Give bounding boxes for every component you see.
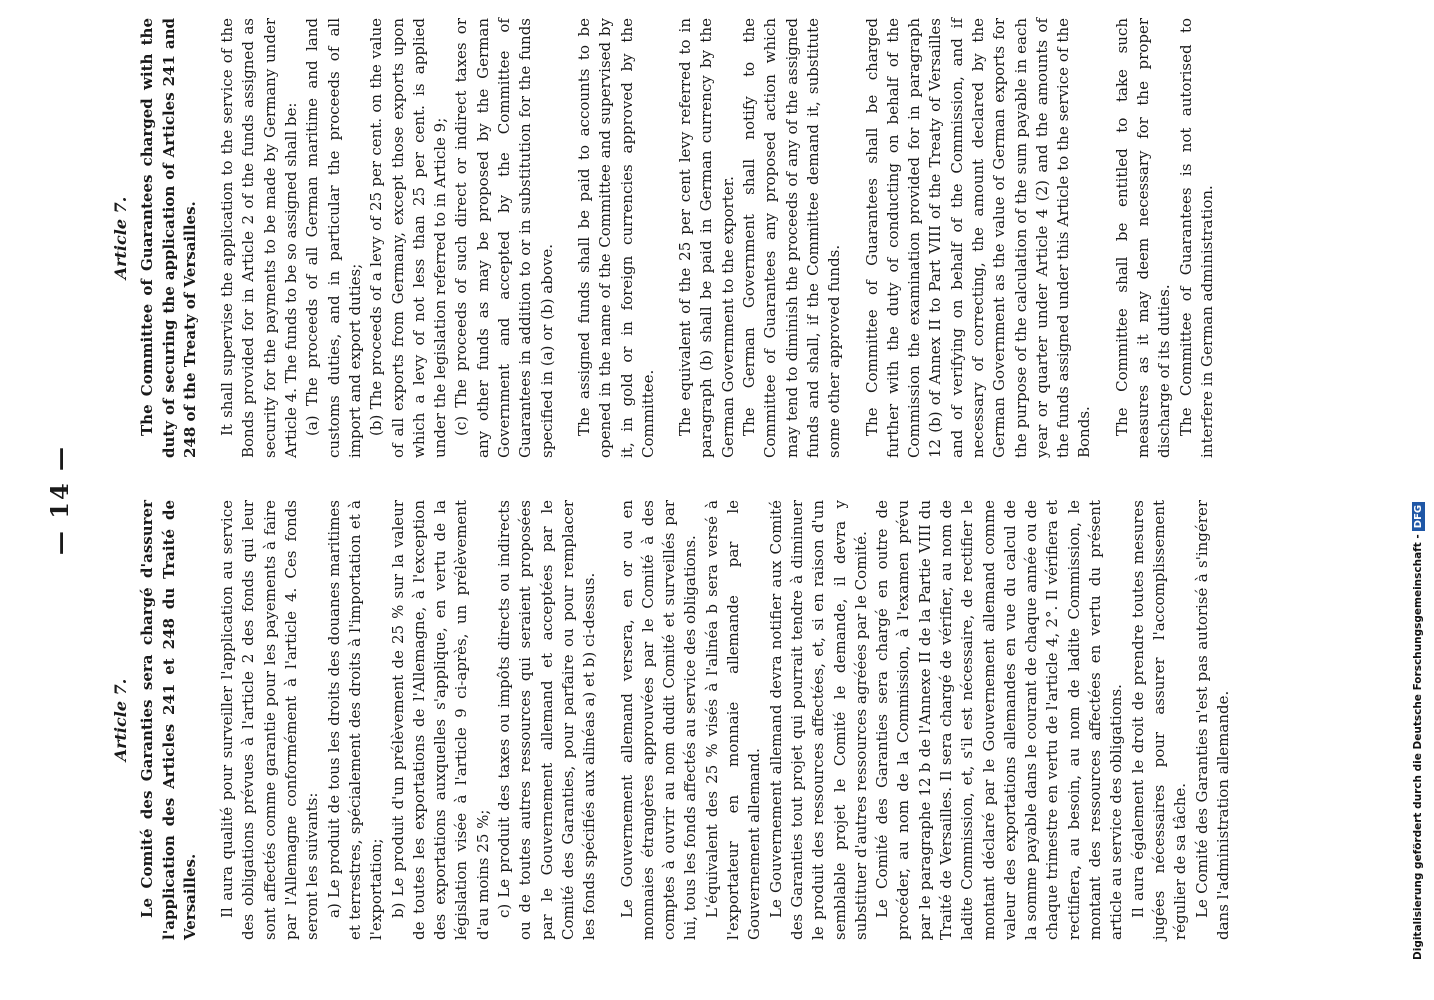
- english-paragraph: The German Government shall notify to the Committee of Guarantees any proposed action which may tend to diminish the proceeds of any of the assigned funds and shall, if the Committee demand it, substitute some other approved funds.: [740, 18, 844, 458]
- english-paragraph: The Committee of Guarantees is not autorised to interfere in German administration.: [1176, 18, 1216, 458]
- page-number: — 14 —: [45, 444, 74, 556]
- french-paragraph: a) Le produit de tous les droits des douanes maritimes et terrestres, spécialement des droits à l'importation et à l'exportation;: [324, 500, 386, 940]
- french-paragraph: b) Le produit d'un prélèvement de 25 % sur la valeur de toutes les exportations de l'Allemagne, à l'exception des exportations auxquelles s'applique, en vertu de la législation visée à l'article 9 ci-après, un prélèvement d'au moins 25 %;: [388, 500, 492, 940]
- english-paragraph: (c) The proceeds of such direct or indirect taxes or any other funds as may be proposed by the German Government and accepted by the Committee of Guarantees in addition to or in substitution for the funds specified in (a) or (b) above.: [452, 18, 556, 458]
- french-paragraph: Le Comité des Garanties sera chargé en outre de procéder, au nom de la Commission, à l'examen prévu par le paragraphe 12 b de l'Annexe II de la Partie VIII du Traité de Versailles. Il sera chargé de vérifier, au nom de ladite Commission, et, s'il est nécessaire, de rectifier le montant déclaré par le Gouvernement allemand comme valeur des exportations allemandes en vue du calcul de la somme payable dans le courant de chaque année ou de chaque trimestre en vertu de l'article 4, 2°. Il vérifiera et rectifiera, au besoin, au nom de ladite Commission, le montant des ressources affectées en vertu du présent article au service des obligations.: [873, 500, 1126, 940]
- english-column: [110, 18, 1218, 458]
- english-paragraph: The Committee of Guarantees shall be charged further with the duty of conducting on behalf of the Commission the examination provided for in paragraph 12 (b) of Annex II to Part VIII of the Treaty of Versailles and of verifying on behalf of the Commission, and if necessary of correcting, the amount declared by the German Government as the value of German exports for the purpose of the calculation of the sum payable in each year or quarter under Article 4 (2) and the amounts of the funds assigned under this Article to the service of the Bonds.: [862, 18, 1094, 458]
- english-paragraph: The equivalent of the 25 per cent levy referred to in paragraph (b) shall be paid in German currency by the German Government to the exporter.: [676, 18, 737, 458]
- digitization-credit: [1412, 502, 1425, 960]
- french-article-title: Article 7.: [111, 678, 130, 762]
- french-paragraph: Le Gouvernement allemand devra notifier aux Comité des Garanties tout projet qui pourrait tendre à diminuer le produit des ressources affectées, et, si en raison d'un semblable projet le Comité le demande, il devra y substituer d'autres ressources agréées par le Comité.: [766, 500, 870, 940]
- french-paragraph: Le Comité des Garanties n'est pas autorisé à s'ingérer dans l'administration allemande.: [1192, 500, 1232, 940]
- english-article-title: Article 7.: [111, 196, 130, 280]
- french-paragraph: Il aura également le droit de prendre toutes mesures jugées nécessaires pour assurer l'accomplissement régulier de sa tâche.: [1128, 500, 1190, 940]
- french-paragraph: Il aura qualité pour surveiller l'application au service des obligations prévues à l'article 2 des fonds qui leur sont affectés comme garantie pour les payements à faire par l'Allemagne conformément à l'article 4. Ces fonds seront les suivants:: [218, 500, 322, 940]
- credit-text: Digitalisierung gefördert durch die Deutsche Forschungsgemeinschaft -: [1412, 534, 1424, 960]
- french-paragraph: Le Comité des Garanties sera chargé d'assurer l'application des Articles 241 et 248 du Traité de Versailles.: [138, 500, 199, 940]
- french-paragraph: c) Le produit des taxes ou impôts directs ou indirects ou de toutes autres ressources qui seraient proposées par le Gouvernement allemand et acceptées par le Comité des Garanties, pour parfaire ou pour remplacer les fonds spécifiés aux alinéas a) et b) ci-dessus.: [495, 500, 599, 940]
- english-paragraph: (a) The proceeds of all German maritime and land customs duties, and in particular the proceeds of all import and export duties;: [303, 18, 364, 458]
- dfg-logo-badge: DFG: [1412, 502, 1425, 531]
- english-paragraph: The Committee of Guarantees charged with the duty of securing the application of Articles 241 and 248 of the Treaty of Versailles.: [138, 18, 199, 458]
- french-paragraph: L'équivalent des 25 % visés à l'alinéa b sera versé à l'exportateur en monnaie allemande par le Gouvernement allemand.: [702, 500, 764, 940]
- english-paragraph: It shall supervise the application to the service of the Bonds provided for in Article 2 of the funds assigned as security for the payments to be made by Germany under Article 4. The funds to be so assigned shall be:: [218, 18, 301, 458]
- english-paragraph: (b) The proceeds of a levy of 25 per cent. on the value of all exports from Germany, except those exports upon which a levy of not less than 25 per cent. is applied under the legislation referred to in Article 9;: [367, 18, 450, 458]
- french-column: [110, 500, 1234, 940]
- french-paragraph: Le Gouvernement allemand versera, en or ou en monnaies étrangères approuvées par le Comité à des comptes à ouvrir au nom dudit Comité et surveillés par lui, tous les fonds affectés au service des obligations.: [617, 500, 700, 940]
- english-paragraph: The Committee shall be entitled to take such measures as it may deem necessary for the proper discharge of its duties.: [1112, 18, 1174, 458]
- english-paragraph: The assigned funds shall be paid to accounts to be opened in the name of the Committee and supervised by it, in gold or in foreign currencies approved by the Committee.: [574, 18, 657, 458]
